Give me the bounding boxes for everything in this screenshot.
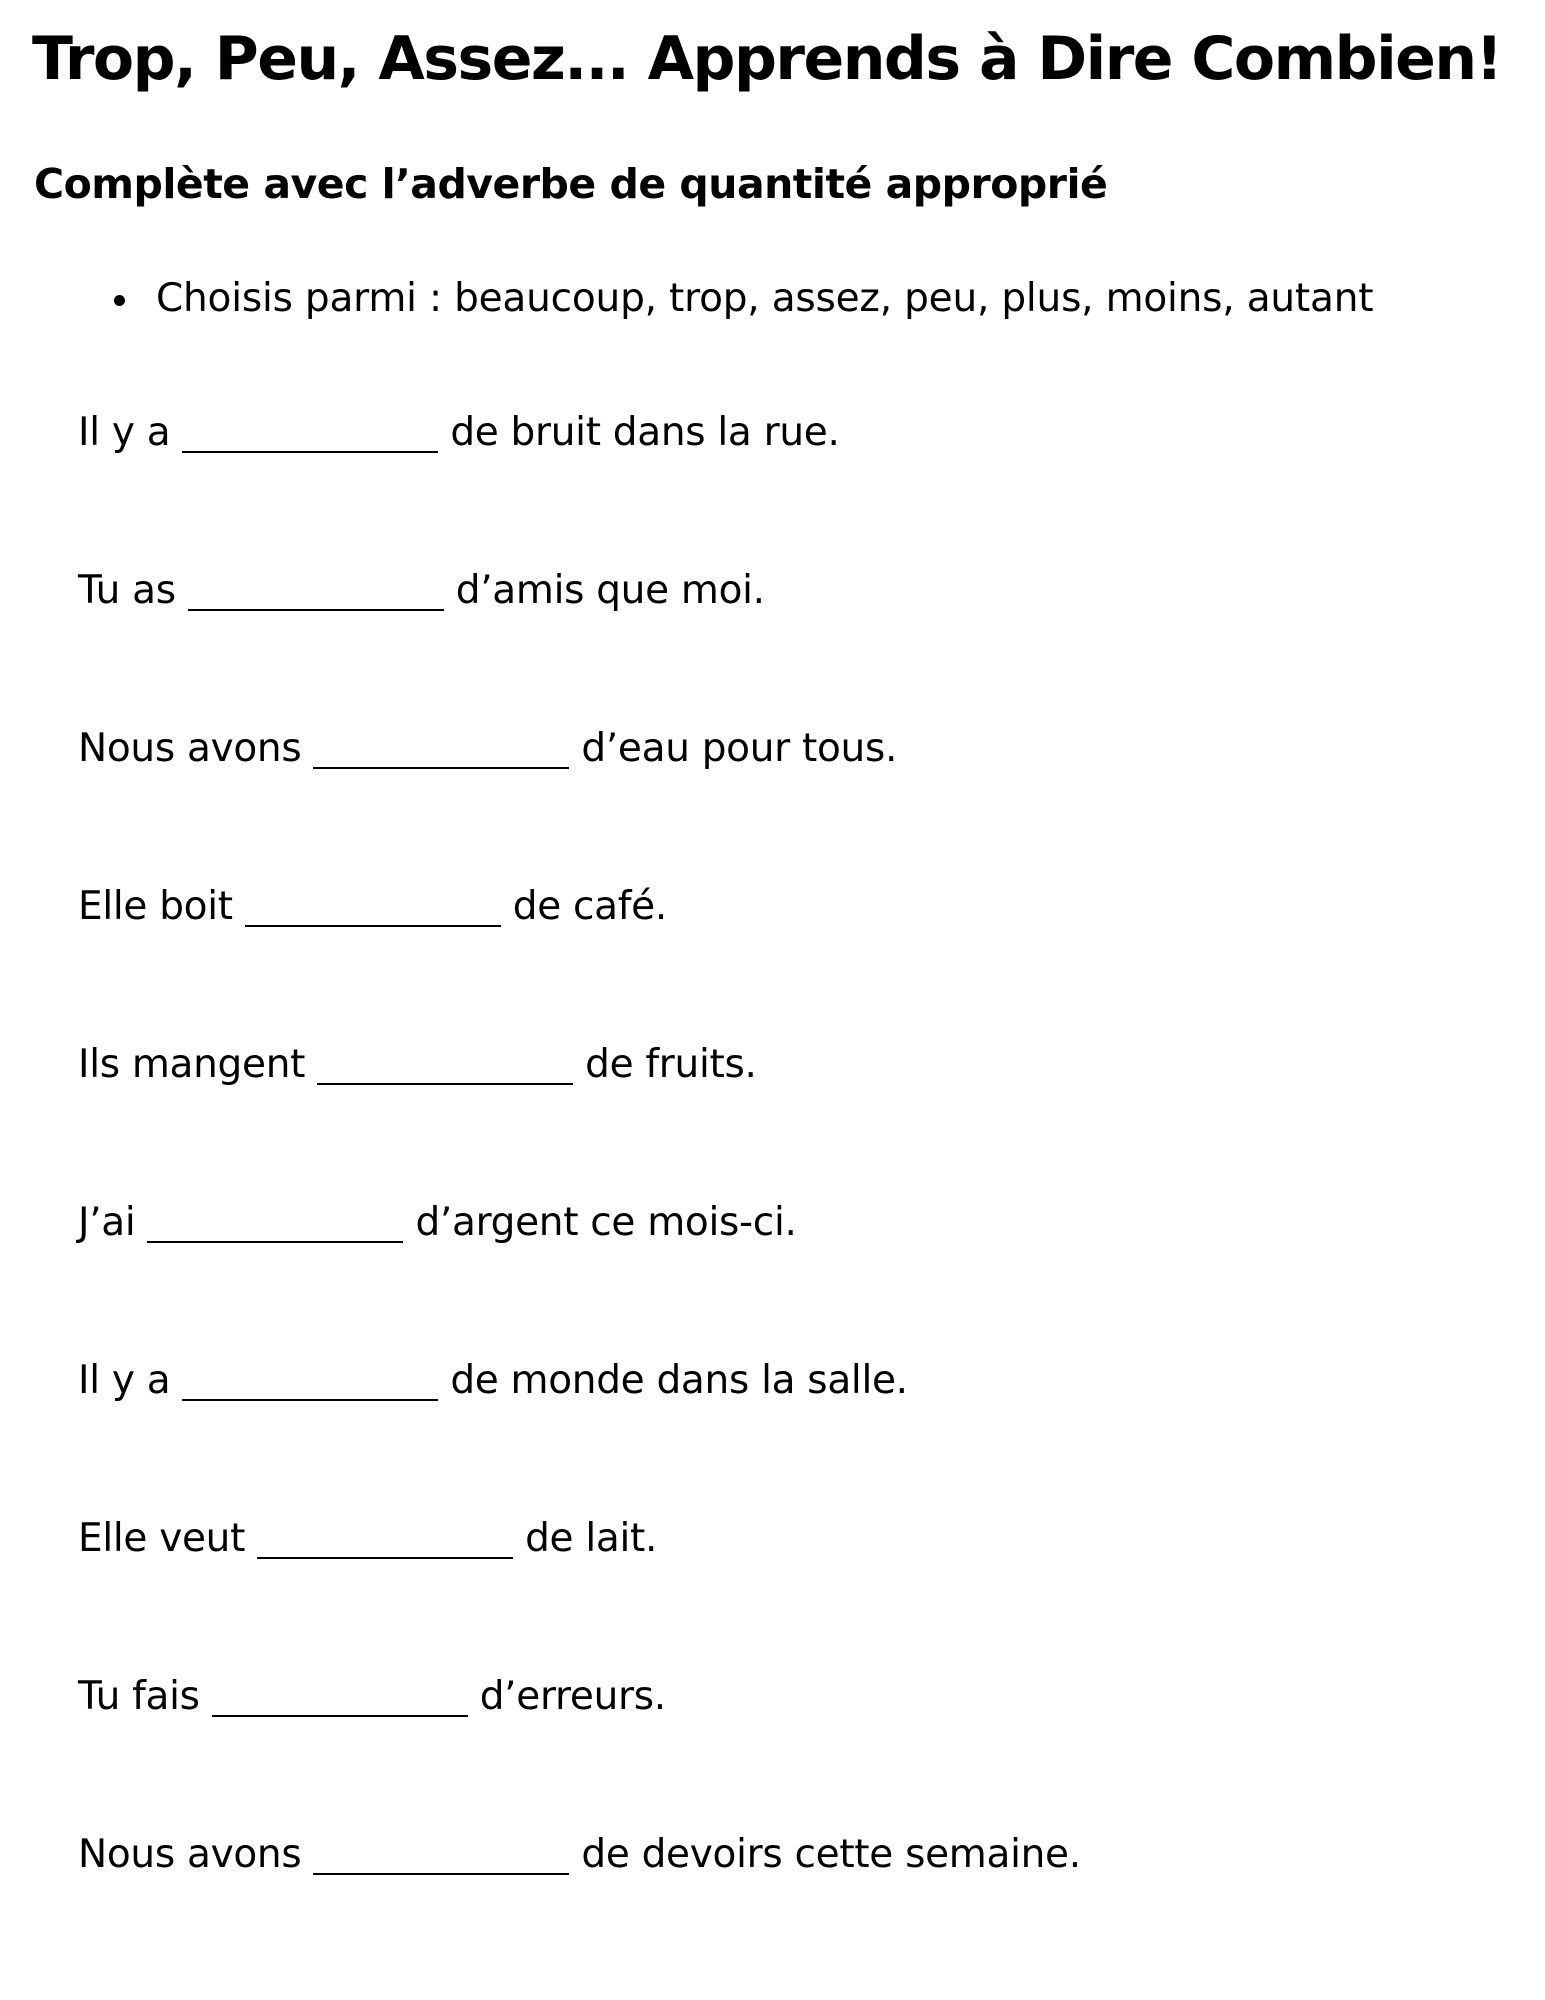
page-title: Trop, Peu, Assez... Apprends à Dire Combien! bbox=[32, 24, 1502, 94]
bullet-icon bbox=[114, 295, 125, 306]
answer-blank[interactable] bbox=[182, 1359, 438, 1401]
exercise-text-before: Il y a bbox=[78, 1358, 171, 1403]
exercise-text-after: de monde dans la salle. bbox=[450, 1358, 908, 1403]
exercise-text-before: Nous avons bbox=[78, 726, 302, 771]
section-heading: Complète avec l’adverbe de quantité approprié bbox=[34, 160, 1108, 208]
exercise-text-before: Elle veut bbox=[78, 1516, 246, 1561]
exercise-item bbox=[78, 562, 1081, 720]
answer-blank[interactable] bbox=[313, 727, 569, 769]
exercise-text-after: d’amis que moi. bbox=[455, 568, 765, 613]
exercise-text-before: Tu as bbox=[78, 568, 176, 613]
exercise-item bbox=[78, 878, 1081, 1036]
answer-blank[interactable] bbox=[182, 411, 438, 453]
exercise-text-before: Ils mangent bbox=[78, 1042, 306, 1087]
exercise-item bbox=[78, 720, 1081, 878]
answer-blank[interactable] bbox=[245, 885, 501, 927]
exercise-list bbox=[78, 404, 1081, 1984]
answer-blank[interactable] bbox=[147, 1201, 403, 1243]
instructions-list bbox=[112, 274, 1373, 324]
exercise-text-after: de lait. bbox=[525, 1516, 658, 1561]
exercise-text-before: J’ai bbox=[78, 1200, 136, 1245]
exercise-item bbox=[78, 404, 1081, 562]
answer-blank[interactable] bbox=[188, 569, 444, 611]
exercise-item bbox=[78, 1826, 1081, 1984]
exercise-text-after: de devoirs cette semaine. bbox=[581, 1832, 1081, 1877]
exercise-item bbox=[78, 1036, 1081, 1194]
exercise-text-after: de fruits. bbox=[585, 1042, 757, 1087]
exercise-item bbox=[78, 1510, 1081, 1668]
exercise-item bbox=[78, 1194, 1081, 1352]
answer-blank[interactable] bbox=[257, 1517, 513, 1559]
exercise-item bbox=[78, 1668, 1081, 1826]
exercise-text-after: de café. bbox=[512, 884, 667, 929]
exercise-text-before: Il y a bbox=[78, 410, 171, 455]
exercise-text-before: Nous avons bbox=[78, 1832, 302, 1877]
exercise-text-before: Tu fais bbox=[78, 1674, 200, 1719]
instruction-text: Choisis parmi : beaucoup, trop, assez, peu, plus, moins, autant bbox=[156, 276, 1374, 321]
answer-blank[interactable] bbox=[212, 1675, 468, 1717]
exercise-text-after: de bruit dans la rue. bbox=[450, 410, 840, 455]
exercise-text-after: d’argent ce mois-ci. bbox=[415, 1200, 797, 1245]
exercise-text-before: Elle boit bbox=[78, 884, 233, 929]
exercise-text-after: d’eau pour tous. bbox=[581, 726, 898, 771]
answer-blank[interactable] bbox=[317, 1043, 573, 1085]
exercise-item bbox=[78, 1352, 1081, 1510]
exercise-text-after: d’erreurs. bbox=[479, 1674, 666, 1719]
answer-blank[interactable] bbox=[313, 1833, 569, 1875]
instruction-item bbox=[112, 274, 1373, 324]
